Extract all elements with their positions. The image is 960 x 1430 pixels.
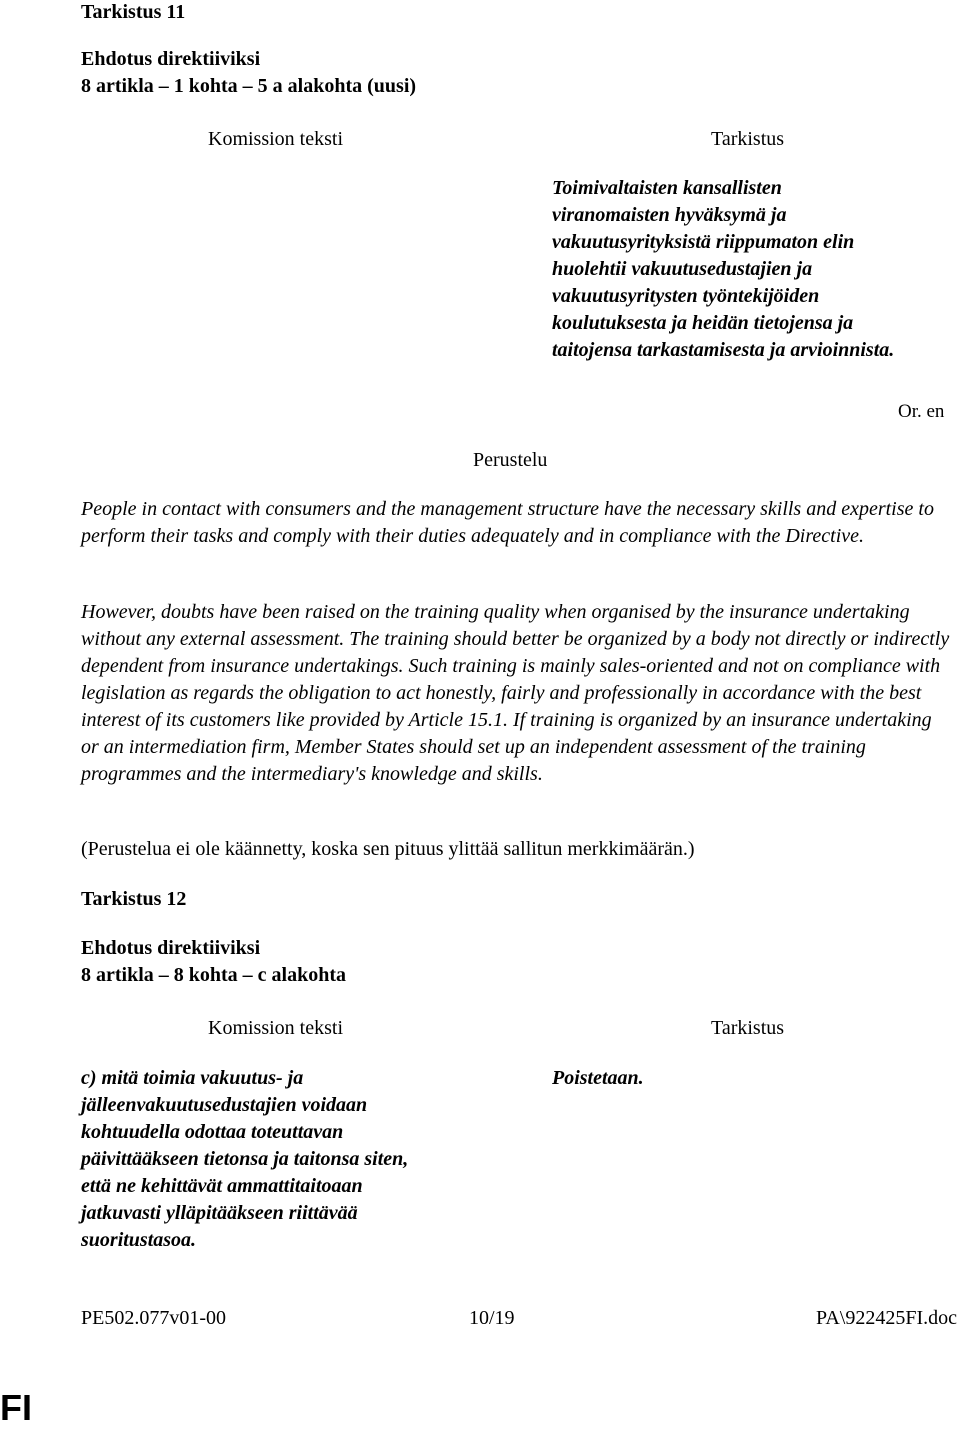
commission-text-line: kohtuudella odottaa toteuttavan — [81, 1121, 344, 1143]
amendment-text-line: huolehtii vakuutusedustajien ja — [552, 258, 813, 280]
justification-paragraph: People in contact with consumers and the management structure have the necessary skills and expertise to perform their tasks and comply with their duties adequately and in compliance with the Directive. — [81, 498, 934, 547]
commission-text-line: että ne kehittävät ammattitaitoaan — [81, 1175, 363, 1197]
amendment-text-line: vakuutusyrityksistä riippumaton elin — [552, 231, 855, 253]
untranslated-note: (Perustelua ei ole käännetty, koska sen pituus ylittää sallitun merkkimäärän.) — [81, 838, 695, 860]
amendment-text-line: Toimivaltaisten kansallisten — [552, 177, 782, 199]
language-mark: FI — [0, 1387, 32, 1428]
amendment-text-line: taitojensa tarkastamisesta ja arvioinnista. — [552, 339, 895, 361]
amendment-text-line: vakuutusyritysten työntekijöiden — [552, 285, 820, 307]
column-header-commission-text: Komission teksti — [208, 128, 344, 150]
commission-text-line: suoritustasoa. — [81, 1229, 197, 1251]
footer-page-number: 10/19 — [469, 1307, 515, 1329]
amendment-text-block — [552, 175, 894, 364]
amendment-title: Tarkistus 11 — [81, 1, 186, 23]
footer-file-name: PA\922425FI.doc — [816, 1307, 957, 1329]
proposal-heading: Ehdotus direktiiviksi — [81, 937, 261, 959]
commission-text-block — [81, 1065, 408, 1254]
justification-heading: Perustelu — [473, 449, 548, 471]
amendment-text-deleted: Poistetaan. — [552, 1067, 644, 1089]
article-reference: 8 artikla – 1 kohta – 5 a alakohta (uusi) — [81, 75, 417, 97]
article-reference: 8 artikla – 8 kohta – c alakohta — [81, 964, 347, 986]
column-header-amendment: Tarkistus — [711, 1017, 785, 1039]
proposal-heading: Ehdotus direktiiviksi — [81, 48, 261, 70]
commission-text-line: c) mitä toimia vakuutus- ja — [81, 1067, 304, 1089]
amendment-text-line: koulutuksesta ja heidän tietojensa ja — [552, 312, 854, 334]
commission-text-line: päivittääkseen tietonsa ja taitonsa siten, — [81, 1148, 409, 1170]
amendment-title: Tarkistus 12 — [81, 888, 187, 910]
column-header-commission-text: Komission teksti — [208, 1017, 344, 1039]
commission-text-line: jälleenvakuutusedustajien voidaan — [81, 1094, 368, 1116]
justification-paragraph: However, doubts have been raised on the training quality when organised by the insurance undertaking without any external assessment. The training should better be organized by a body not directly or indirectly dependent from insurance undertakings. Such training is mainly sales-oriented and not on compliance with legislation as regards the obligation to act honestly, fairly and professionally in accordance with the best interest of its customers like provided by Article 15.1. If training is organized by an insurance undertaking or an intermediation firm, Member States should set up an independent assessment of the training programmes and the intermediary's knowledge and skills. — [81, 601, 950, 785]
amendment-text-line: viranomaisten hyväksymä ja — [552, 204, 787, 226]
commission-text-line: jatkuvasti ylläpitääkseen riittävää — [81, 1202, 358, 1224]
footer-document-reference: PE502.077v01-00 — [81, 1307, 226, 1329]
column-header-amendment: Tarkistus — [711, 128, 785, 150]
original-language-note: Or. en — [898, 401, 945, 422]
